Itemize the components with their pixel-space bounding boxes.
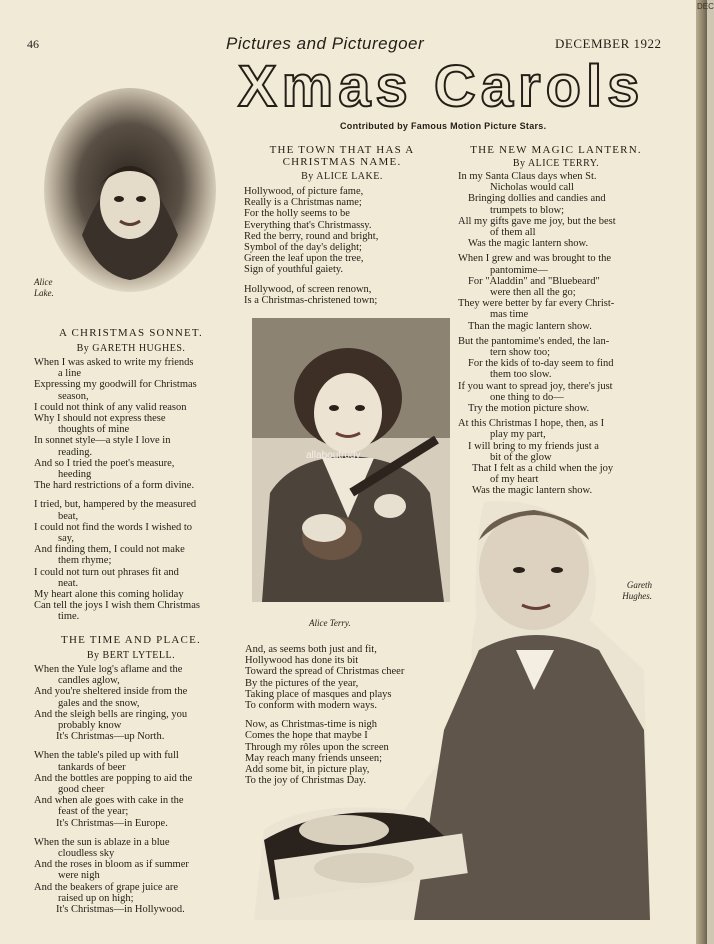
poem-line: The hard restrictions of a form divine. [34, 480, 195, 492]
poem-line: In sonnet style—a style I love in [34, 435, 171, 447]
poem-line: And the roses in bloom as if summer [34, 859, 189, 871]
alice-lake-caption-2: Lake. [34, 288, 54, 298]
poem-line: Is a Christmas-christened town; [244, 294, 378, 306]
poem-line: And, as seems both just and fit, [245, 644, 377, 655]
poem-line: Through my rôles upon the screen [245, 741, 389, 753]
gareth-caption-2: Hughes. [622, 591, 652, 601]
alice-lake-caption-1: Alice [34, 277, 53, 287]
poem-line: a line [58, 368, 82, 380]
poem-byline: By ALICE LAKE. [301, 171, 383, 182]
poem-line: trumpets to blow; [490, 204, 565, 216]
poem-line: May reach many friends unseen; [245, 752, 383, 764]
poem-line: For "Aladdin" and "Bluebeard" [468, 275, 600, 287]
poem-line: To conform with modern ways. [245, 700, 377, 712]
poem-line: Hollywood has done its bit [245, 655, 359, 667]
poem-line: I will bring to my friends just a [468, 440, 599, 452]
poem-line: season, [58, 390, 89, 402]
poem-line: And you're sheltered inside from the [34, 686, 188, 698]
poem-line: Symbol of the day's delight; [244, 242, 362, 254]
edge-text: DEC [697, 2, 714, 11]
poem-line: cloudless sky [58, 848, 115, 860]
poem-line: mas time [490, 309, 529, 321]
poem-line: At this Christmas I hope, then, as I [458, 418, 605, 430]
poem-line: Taking place of masques and plays [245, 688, 392, 700]
poem-line: It's Christmas—up North. [56, 731, 165, 743]
poem-line: It's Christmas—in Hollywood. [56, 904, 185, 916]
poem-byline: By GARETH HUGHES. [76, 343, 186, 354]
poem-line: I could not turn out phrases fit and [34, 566, 179, 578]
poem-line: It's Christmas—in Europe. [56, 817, 168, 829]
poem-line: When I was asked to write my friends [34, 357, 194, 368]
poem-title-line-1: THE TOWN THAT HAS A [269, 144, 415, 156]
poem-line: Comes the hope that maybe I [245, 730, 368, 742]
poem-line: When the Yule log's aflame and the [34, 664, 183, 675]
poem-line: Really is a Christmas name; [244, 197, 362, 209]
poem-line: of them all [490, 227, 536, 239]
poem-town-continued [245, 644, 445, 786]
gareth-caption-1: Gareth [626, 580, 652, 590]
poem-line: When the table's piled up with full [34, 750, 179, 762]
poem-line: of my heart [490, 474, 539, 486]
poem-line: Sign of youthful gaiety. [244, 264, 344, 276]
poem-line: Bringing dollies and candies and [468, 193, 606, 205]
article-subtitle: Contributed by Famous Motion Picture Stars. [340, 121, 547, 131]
poem-town-christmas-name [244, 144, 440, 306]
poem-line: Hollywood, of screen renown, [244, 283, 372, 295]
alice-lake-photo [42, 85, 218, 295]
poem-title: THE NEW MAGIC LANTERN. [470, 144, 642, 156]
poem-line: Was the magic lantern show. [472, 485, 593, 497]
poem-line: heeding [58, 469, 92, 481]
poem-line: probably know [58, 720, 122, 732]
poem-line: time. [58, 611, 80, 623]
poem-line: I could not find the words I wished to [34, 521, 193, 533]
poem-time-and-place [34, 634, 228, 915]
poem-title: A CHRISTMAS SONNET. [59, 327, 203, 339]
poem-line: For the kids of to-day seem to find [468, 358, 614, 370]
poem-line: them rhyme; [58, 555, 112, 567]
poem-line: By the pictures of the year, [245, 677, 359, 689]
poem-line: Toward the spread of Christmas cheer [245, 666, 405, 678]
poem-line: thoughts of mine [58, 424, 130, 436]
poem-line: gales and the snow, [58, 697, 140, 709]
poem-byline: By BERT LYTELL. [86, 650, 176, 661]
poem-line: say, [58, 533, 74, 545]
poem-line: Green the leaf upon the tree, [244, 253, 364, 265]
page-edge [696, 0, 707, 944]
poem-line: Expressing my goodwill for Christmas [34, 379, 197, 391]
poem-line: Why I should not express these [34, 413, 166, 425]
poem-line: beat, [58, 510, 79, 522]
poem-line: When I grew and was brought to the [458, 253, 612, 265]
poem-line: Can tell the joys I wish them Christmas [34, 600, 200, 612]
poem-line: bit of the glow [490, 451, 552, 463]
poem-line: And so I tried the poet's measure, [34, 457, 175, 469]
poem-line: I could not think of any valid reason [34, 401, 187, 413]
poem-line: That I felt as a child when the joy [472, 463, 614, 475]
poem-line: pantomime— [490, 264, 548, 276]
poem-line: Try the motion picture show. [468, 403, 590, 415]
poem-line: were then all the go; [490, 287, 576, 299]
poem-line: Now, as Christmas-time is nigh [245, 719, 378, 731]
poem-line: tern show too; [490, 347, 551, 359]
poem-line: But the pantomime's ended, the lan- [458, 335, 610, 347]
poem-line: And the bottles are popping to aid the [34, 772, 193, 784]
poem-line: Red the berry, round and bright, [244, 230, 379, 242]
poem-new-magic-lantern [458, 144, 654, 497]
poem-line: raised up on high; [58, 892, 134, 904]
poem-line: Everything that's Christmassy. [244, 219, 372, 231]
poem-line: And finding them, I could not make [34, 544, 185, 556]
poem-title-line-2: CHRISTMAS NAME. [282, 156, 402, 168]
article-title: Xmas Carols [238, 54, 645, 119]
poem-line: And the sleigh bells are ringing, you [34, 708, 188, 720]
poem-line: Nicholas would call [490, 182, 574, 194]
poem-line: Hollywood, of picture fame, [244, 186, 364, 197]
poem-line: candles aglow, [58, 675, 120, 687]
poem-line: When the sun is ablaze in a blue [34, 836, 170, 848]
poem-byline: By ALICE TERRY. [512, 158, 600, 169]
poem-line: Than the magic lantern show. [468, 320, 592, 332]
poem-line: neat. [58, 577, 79, 589]
poem-line: play my part, [490, 429, 546, 441]
poem-line: In my Santa Claus days when St. [458, 171, 597, 182]
poem-line: good cheer [58, 784, 105, 796]
poem-line: All my gifts gave me joy, but the best [458, 215, 616, 227]
poem-title: THE TIME AND PLACE. [61, 634, 201, 646]
poem-line: If you want to spread joy, there's just [458, 380, 613, 392]
poem-line: To the joy of Christmas Day. [245, 775, 367, 787]
poem-line: were nigh [58, 870, 100, 882]
poem-line: For the holly seems to be [244, 208, 350, 220]
poem-line: I tried, but, hampered by the measured [34, 499, 197, 511]
magazine-title: Pictures and Picturegoer [226, 34, 425, 53]
poem-line: them too slow. [490, 369, 552, 381]
poem-line: And when ale goes with cake in the [34, 795, 184, 807]
page-number: 46 [27, 37, 39, 51]
watermark: allaboutrudy [306, 450, 361, 461]
poem-line: Was the magic lantern show. [468, 238, 589, 250]
poem-line: My heart alone this coming holiday [34, 589, 184, 601]
poem-line: one thing to do— [490, 391, 564, 403]
poem-christmas-sonnet [34, 327, 228, 623]
alice-terry-caption: Alice Terry. [309, 618, 351, 628]
poem-line: Add some bit, in picture play, [245, 764, 370, 776]
poem-line: And the beakers of grape juice are [34, 881, 179, 893]
issue-date: DECEMBER 1922 [555, 36, 662, 51]
poem-line: feast of the year; [58, 806, 129, 818]
poem-line: reading. [58, 446, 93, 458]
poem-line: tankards of beer [58, 761, 126, 773]
poem-line: They were better by far every Christ- [458, 298, 615, 310]
